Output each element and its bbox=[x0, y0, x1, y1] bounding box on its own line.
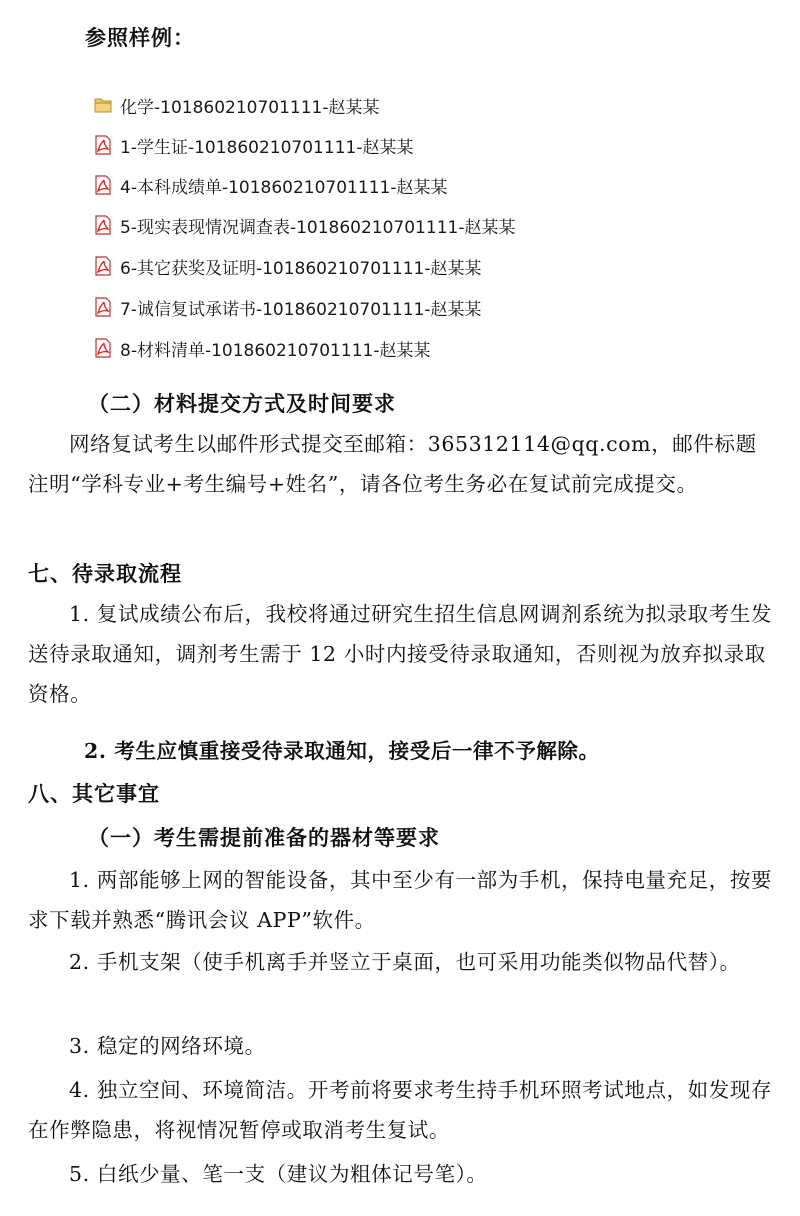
file-list bbox=[82, 74, 580, 376]
folder-icon bbox=[92, 94, 114, 116]
example-heading: 参照样例： bbox=[85, 25, 195, 50]
section8-item-4: 4. 独立空间、环境简洁。开考前将要求考生持手机环照考试地点，如发现存在作弊隐患，将视情况暂停或取消考生复试。 bbox=[28, 1078, 773, 1142]
section8-item-2: 2. 手机支架（使手机离手并竖立于桌面，也可采用功能类似物品代替）。 bbox=[69, 950, 741, 974]
file-item[interactable] bbox=[92, 292, 481, 322]
pdf-icon bbox=[92, 134, 114, 156]
section7-heading: 七、待录取流程 bbox=[28, 561, 182, 586]
section7-item-2: 2. 考生应慎重接受待录取通知，接受后一律不予解除。 bbox=[84, 739, 600, 763]
file-item[interactable] bbox=[92, 170, 447, 200]
file-name: 8-材料清单-101860210701111-赵某某 bbox=[120, 340, 431, 361]
file-item[interactable] bbox=[92, 251, 481, 281]
file-item[interactable] bbox=[92, 130, 413, 160]
pdf-icon bbox=[92, 255, 114, 277]
section2-heading: （二）材料提交方式及时间要求 bbox=[88, 391, 396, 416]
file-name: 7-诚信复试承诺书-101860210701111-赵某某 bbox=[120, 299, 482, 320]
file-name: 化学-101860210701111-赵某某 bbox=[120, 97, 380, 118]
section8-subheading: （一）考生需提前准备的器材等要求 bbox=[88, 825, 440, 850]
file-item-folder[interactable] bbox=[92, 90, 380, 120]
file-name: 6-其它获奖及证明-101860210701111-赵某某 bbox=[120, 258, 482, 279]
file-item[interactable] bbox=[92, 333, 430, 363]
file-name: 1-学生证-101860210701111-赵某某 bbox=[120, 137, 414, 158]
section7-item-1: 1. 复试成绩公布后，我校将通过研究生招生信息网调剂系统为拟录取考生发送待录取通知，调剂考生需于 12 小时内接受待录取通知，否则视为放弃拟录取资格。 bbox=[28, 602, 773, 706]
pdf-icon bbox=[92, 337, 114, 359]
section2-paragraph: 网络复试考生以邮件形式提交至邮箱：365312114@qq.com，邮件标题注明“学科专业+考生编号+姓名”，请各位考生务必在复试前完成提交。 bbox=[28, 432, 757, 496]
section8-item-3: 3. 稳定的网络环境。 bbox=[69, 1034, 266, 1058]
section8-item-1: 1. 两部能够上网的智能设备，其中至少有一部为手机，保持电量充足，按要求下载并熟悉“腾讯会议 APP”软件。 bbox=[28, 868, 773, 932]
section8-item-5: 5. 白纸少量、笔一支（建议为粗体记号笔）。 bbox=[69, 1162, 488, 1186]
file-name: 5-现实表现情况调查表-101860210701111-赵某某 bbox=[120, 217, 516, 238]
section8-heading: 八、其它事宜 bbox=[28, 781, 160, 806]
file-name: 4-本科成绩单-101860210701111-赵某某 bbox=[120, 177, 448, 198]
pdf-icon bbox=[92, 296, 114, 318]
file-item[interactable] bbox=[92, 210, 515, 240]
pdf-icon bbox=[92, 214, 114, 236]
pdf-icon bbox=[92, 174, 114, 196]
